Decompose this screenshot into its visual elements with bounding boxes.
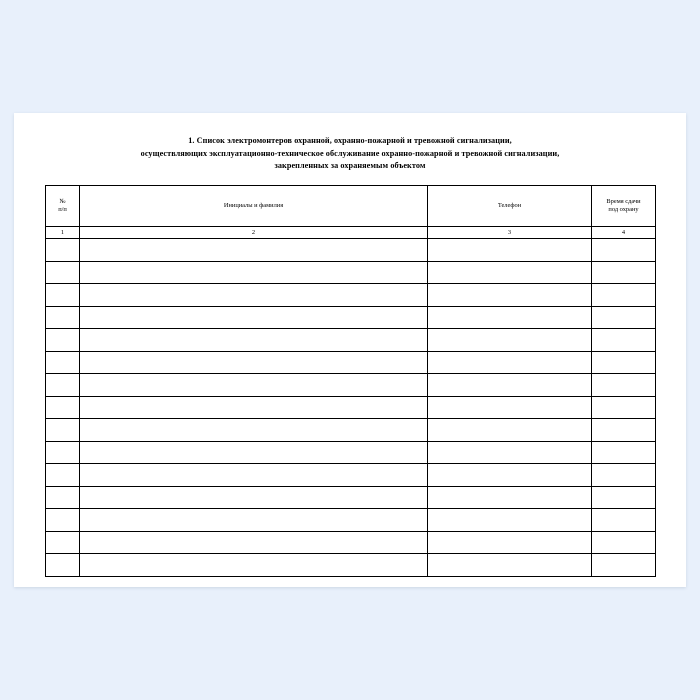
page-title-line-1: 1. Список электромонтеров охранной, охранно-пожарной и тревожной сигнализации, <box>188 136 512 145</box>
cell-name[interactable] <box>80 261 428 284</box>
table-row[interactable] <box>46 306 656 329</box>
column-number-4: 4 <box>592 227 656 239</box>
cell-name[interactable] <box>80 284 428 307</box>
column-number-3: 3 <box>428 227 592 239</box>
document-content <box>45 135 655 577</box>
table-header <box>46 186 656 227</box>
cell-number[interactable] <box>46 531 80 554</box>
cell-time[interactable] <box>592 419 656 442</box>
page-title <box>45 135 655 173</box>
cell-time[interactable] <box>592 239 656 262</box>
cell-time[interactable] <box>592 351 656 374</box>
table-row[interactable] <box>46 261 656 284</box>
column-header-number-line-2: п/п <box>58 206 67 214</box>
cell-phone[interactable] <box>428 486 592 509</box>
cell-number[interactable] <box>46 306 80 329</box>
table-row[interactable] <box>46 396 656 419</box>
cell-number[interactable] <box>46 284 80 307</box>
cell-time[interactable] <box>592 486 656 509</box>
column-header-time <box>592 186 656 227</box>
table-row[interactable] <box>46 554 656 577</box>
column-number-2: 2 <box>80 227 428 239</box>
cell-name[interactable] <box>80 531 428 554</box>
cell-number[interactable] <box>46 486 80 509</box>
table-body <box>46 227 656 577</box>
cell-time[interactable] <box>592 554 656 577</box>
cell-name[interactable] <box>80 396 428 419</box>
column-number-row <box>46 227 656 239</box>
table-row[interactable] <box>46 509 656 532</box>
table-row[interactable] <box>46 419 656 442</box>
cell-phone[interactable] <box>428 464 592 487</box>
page-title-line-2: осуществляющих эксплуатационно-техническое обслуживание охранно-пожарной и тревожной сигнализации, <box>140 148 560 158</box>
cell-time[interactable] <box>592 329 656 352</box>
cell-time[interactable] <box>592 374 656 397</box>
table-row[interactable] <box>46 531 656 554</box>
table-header-row <box>46 186 656 227</box>
column-header-number-line-1: № <box>59 198 66 206</box>
table-row[interactable] <box>46 374 656 397</box>
cell-name[interactable] <box>80 239 428 262</box>
cell-number[interactable] <box>46 554 80 577</box>
table-row[interactable] <box>46 486 656 509</box>
cell-number[interactable] <box>46 419 80 442</box>
cell-time[interactable] <box>592 509 656 532</box>
cell-number[interactable] <box>46 509 80 532</box>
cell-number[interactable] <box>46 396 80 419</box>
cell-time[interactable] <box>592 306 656 329</box>
cell-phone[interactable] <box>428 284 592 307</box>
cell-phone[interactable] <box>428 261 592 284</box>
table-row[interactable] <box>46 284 656 307</box>
cell-number[interactable] <box>46 239 80 262</box>
cell-name[interactable] <box>80 554 428 577</box>
cell-number[interactable] <box>46 351 80 374</box>
cell-name[interactable] <box>80 441 428 464</box>
cell-name[interactable] <box>80 419 428 442</box>
table-row[interactable] <box>46 441 656 464</box>
cell-phone[interactable] <box>428 239 592 262</box>
column-header-time-line-1: Время сдачи <box>606 198 641 206</box>
table-row[interactable] <box>46 464 656 487</box>
page-title-line-3: закрепленных за охраняемым объектом <box>274 161 426 171</box>
cell-number[interactable] <box>46 374 80 397</box>
cell-name[interactable] <box>80 509 428 532</box>
cell-time[interactable] <box>592 396 656 419</box>
cell-name[interactable] <box>80 329 428 352</box>
column-header-name: Инициалы и фамилия <box>80 186 428 227</box>
cell-time[interactable] <box>592 441 656 464</box>
cell-phone[interactable] <box>428 374 592 397</box>
cell-phone[interactable] <box>428 306 592 329</box>
cell-name[interactable] <box>80 351 428 374</box>
column-number-1: 1 <box>46 227 80 239</box>
cell-number[interactable] <box>46 441 80 464</box>
cell-number[interactable] <box>46 464 80 487</box>
cell-time[interactable] <box>592 531 656 554</box>
cell-number[interactable] <box>46 329 80 352</box>
cell-phone[interactable] <box>428 419 592 442</box>
cell-number[interactable] <box>46 261 80 284</box>
cell-phone[interactable] <box>428 441 592 464</box>
cell-name[interactable] <box>80 306 428 329</box>
cell-phone[interactable] <box>428 531 592 554</box>
table-row[interactable] <box>46 351 656 374</box>
cell-phone[interactable] <box>428 396 592 419</box>
cell-phone[interactable] <box>428 351 592 374</box>
column-header-phone: Телефон <box>428 186 592 227</box>
cell-phone[interactable] <box>428 509 592 532</box>
table-row[interactable] <box>46 239 656 262</box>
cell-name[interactable] <box>80 464 428 487</box>
cell-time[interactable] <box>592 284 656 307</box>
registry-table <box>45 185 656 577</box>
cell-name[interactable] <box>80 374 428 397</box>
document-page <box>14 113 686 587</box>
cell-phone[interactable] <box>428 554 592 577</box>
cell-name[interactable] <box>80 486 428 509</box>
column-header-time-line-2: под охрану <box>608 206 639 214</box>
cell-phone[interactable] <box>428 329 592 352</box>
cell-time[interactable] <box>592 464 656 487</box>
cell-time[interactable] <box>592 261 656 284</box>
column-header-number <box>46 186 80 227</box>
table-row[interactable] <box>46 329 656 352</box>
